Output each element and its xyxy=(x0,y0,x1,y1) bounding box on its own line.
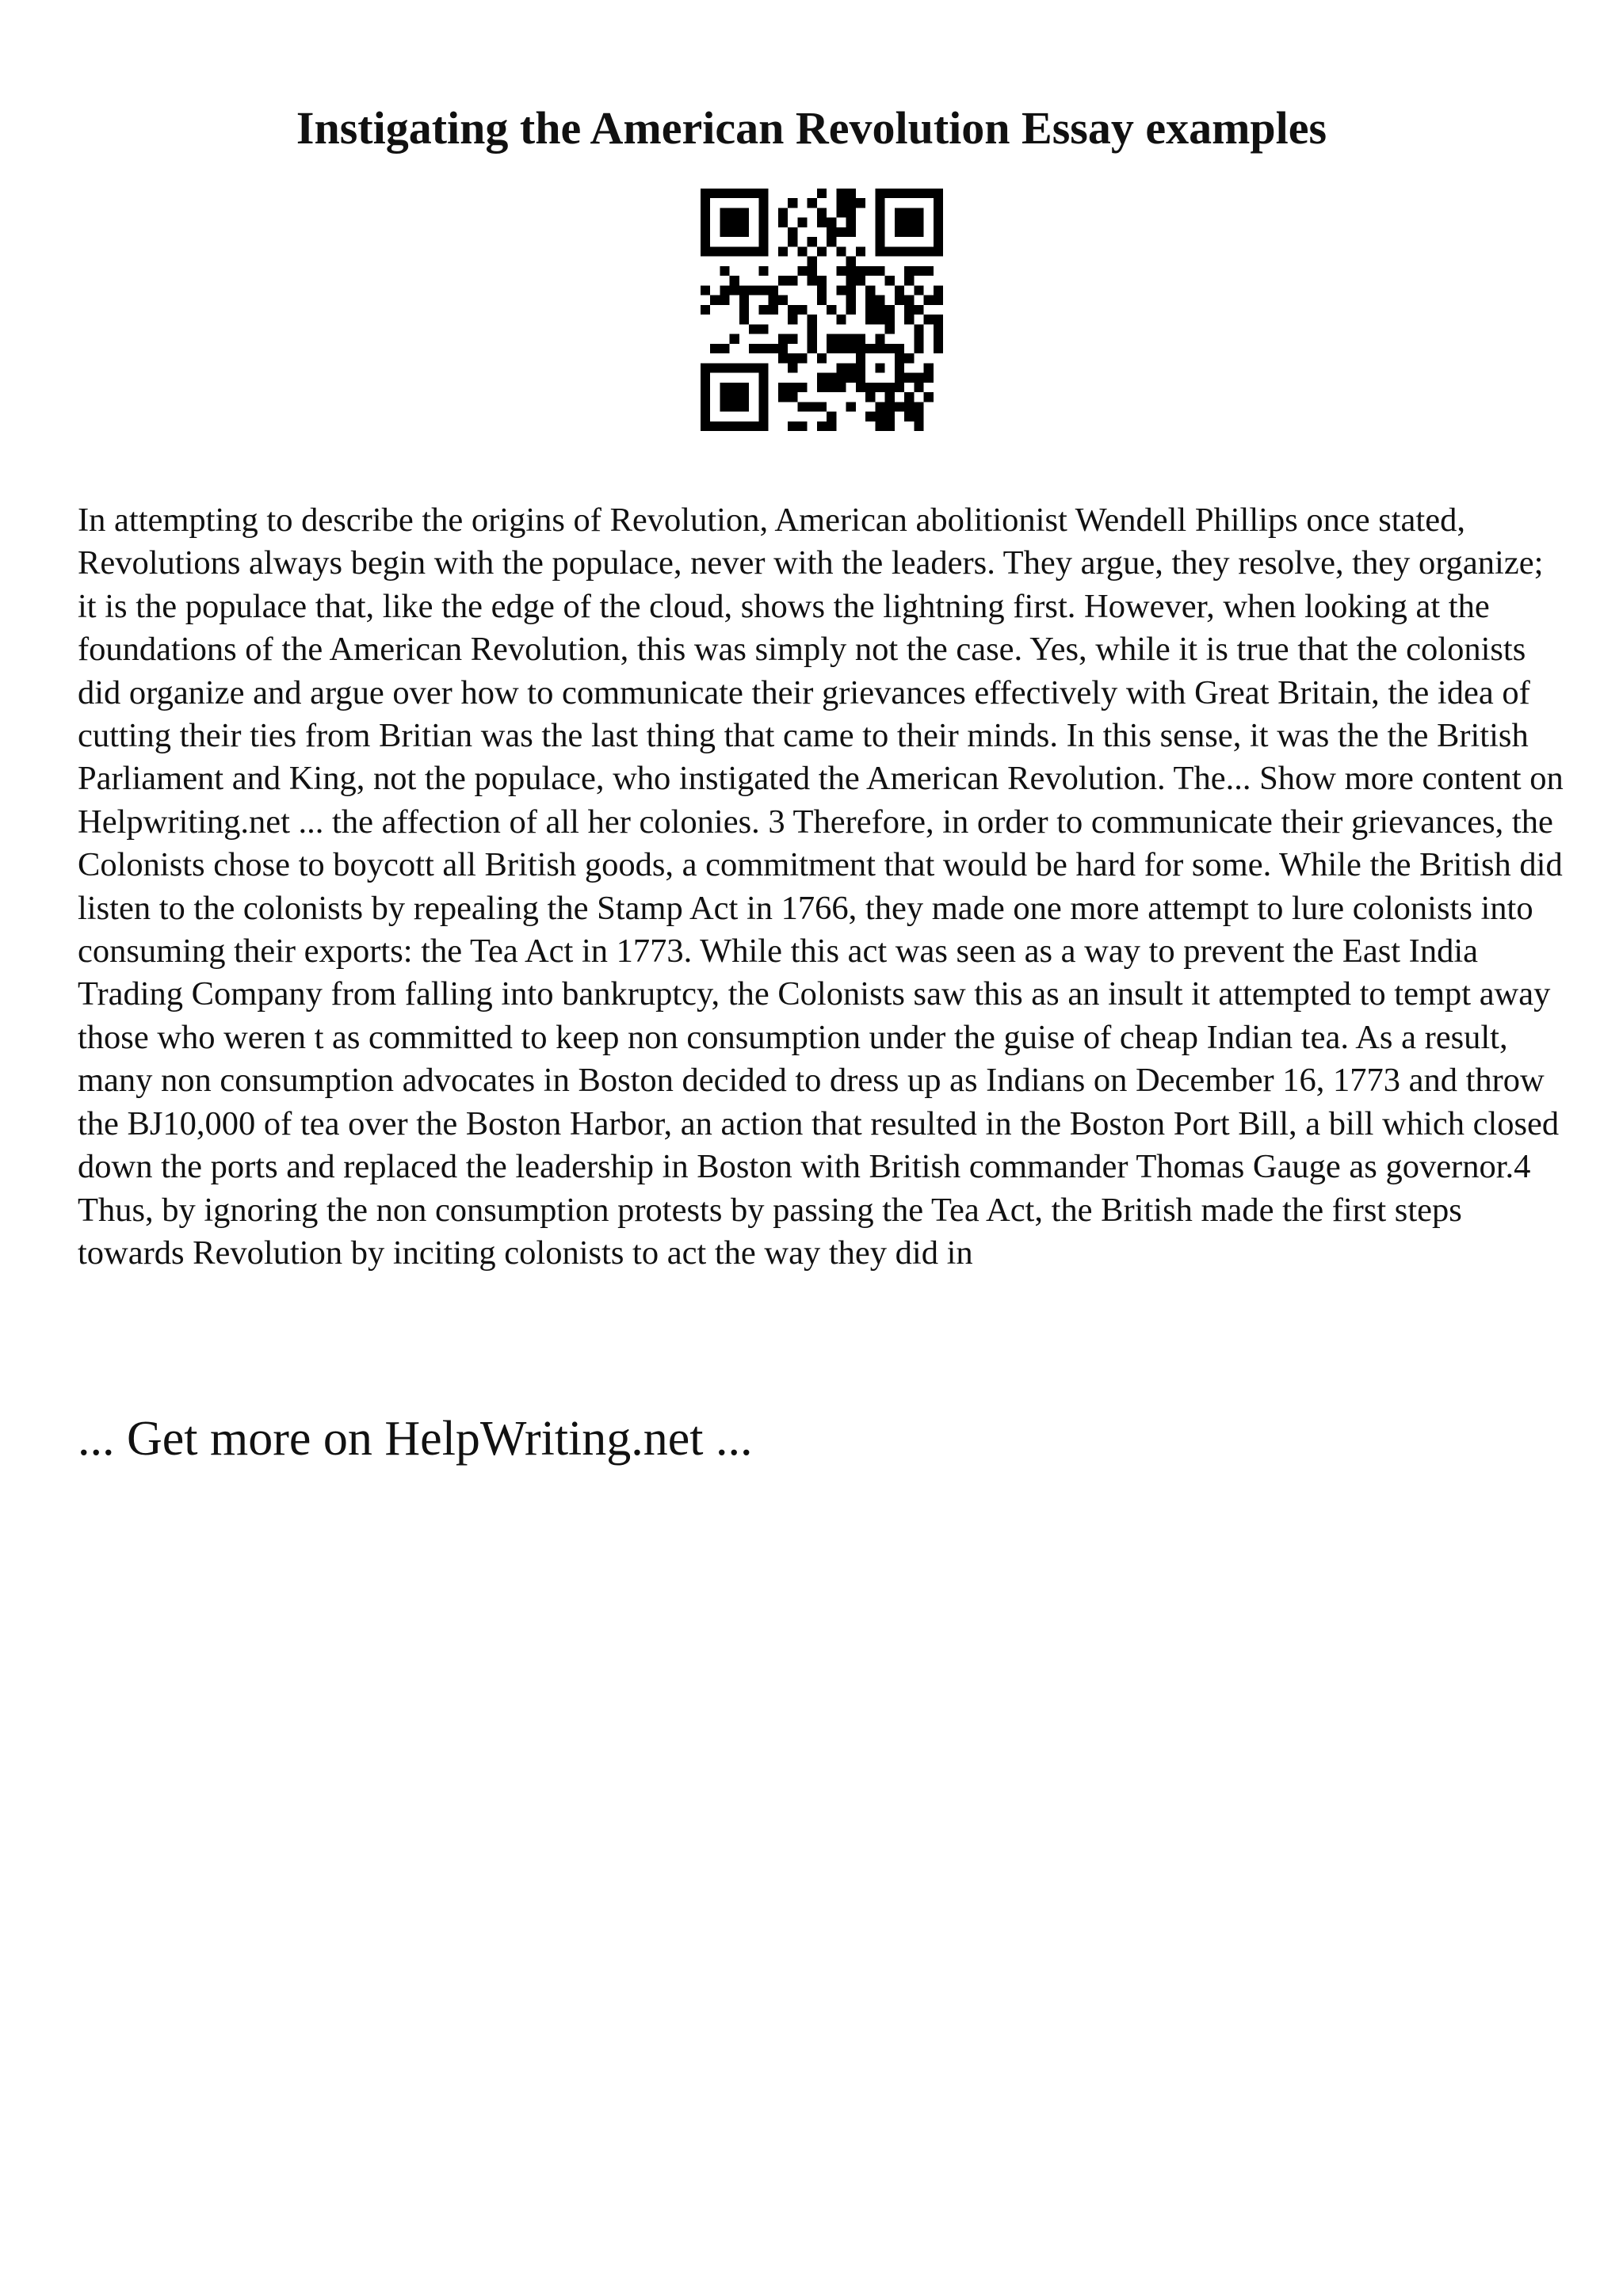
get-more-link[interactable]: ... Get more on HelpWriting.net ... xyxy=(78,1412,753,1466)
essay-body: In attempting to describe the origins of Revolution, American abolitionist Wendell Phillips once stated, Revolutions always begin with the populace, never with the leaders. They argue, they resolve, they organize; it is the populace that, like the edge of the cloud, shows the lightning first. However, when looking at the foundations of the American Revolution, this was simply not the case. Yes, while it is true that the colonists did organize and argue over how to communicate their grievances effectively with Great Britain, the idea of cutting their ties from Britian was the last thing that came to their minds. In this sense, it was the the British Parliament and King, not the populace, who instigated the American Revolution. The... Show more content on Helpwriting.net ... the affection of all her colonies. 3 Therefore, in order to communicate their grievances, the Colonists chose to boycott all British goods, a commitment that would be hard for some. While the British did listen to the colonists by repealing the Stamp Act in 1766, they made one more attempt to lure colonists into consuming their exports: the Tea Act in 1773. While this act was seen as a way to prevent the East India Trading Company from falling into bankruptcy, the Colonists saw this as an insult it attempted to tempt away those who weren t as committed to keep non consumption under the guise of cheap Indian tea. As a result, many non consumption advocates in Boston decided to dress up as Indians on December 16, 1773 and throw the BJ10,000 of tea over the Boston Harbor, an action that resulted in the Boston Port Bill, a bill which closed down the ports and replaced the leadership in Boston with British commander Thomas Gauge as governor.4 Thus, by ignoring the non consumption protests by passing the Tea Act, the British made the first steps towards Revolution by inciting colonists to act the way they did in xyxy=(78,502,1564,1272)
page-title: Instigating the American Revolution Essay examples xyxy=(296,102,1327,154)
qr-code-icon[interactable] xyxy=(701,189,943,431)
